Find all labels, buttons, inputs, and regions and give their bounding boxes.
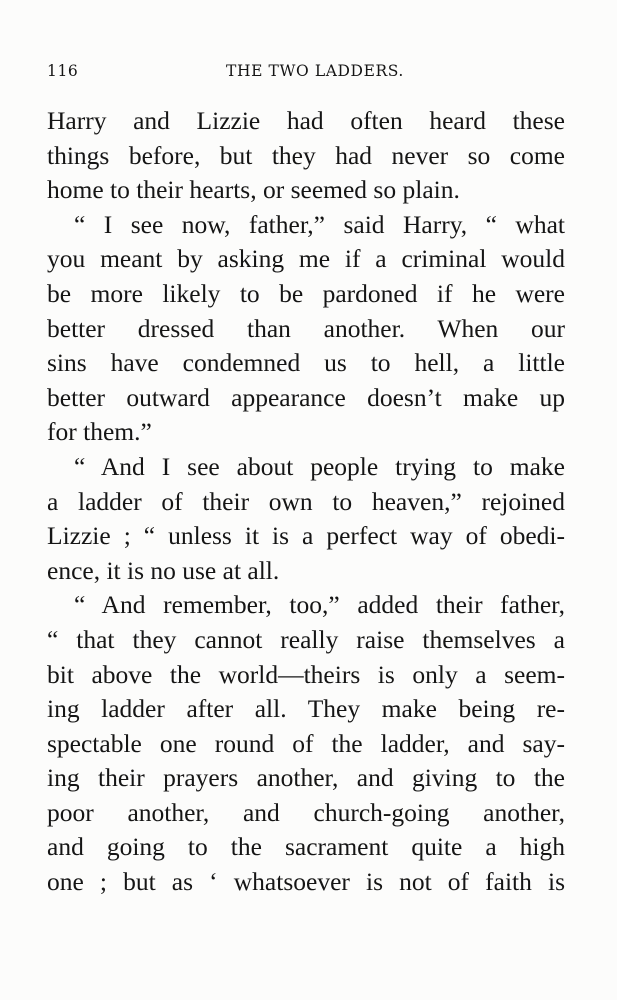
text-line: ing their prayers another, and giving to the	[47, 763, 565, 793]
running-head	[47, 62, 565, 86]
text-line: ing ladder after all. They make being re-	[47, 694, 565, 724]
text-line: better outward appearance doesn’t make up	[47, 382, 565, 412]
text-line: “ I see now, father,” said Harry, “ what	[74, 209, 565, 239]
text-line: bit above the world—theirs is only a seem-	[47, 659, 565, 689]
text-line: ence, it is no use at all.	[47, 555, 280, 585]
text-line: Harry and Lizzie had often heard these	[47, 106, 565, 135]
text-line: you meant by asking me if a criminal would	[47, 244, 565, 274]
text-line: for them.”	[47, 417, 152, 447]
text-line: one ; but as ‘ whatsoever is not of faith is	[47, 867, 565, 897]
text-line: things before, but they had never so come	[47, 140, 565, 170]
text-line: a ladder of their own to heaven,” rejoined	[47, 486, 565, 516]
text-line: spectable one round of the ladder, and say-	[47, 728, 565, 758]
text-line: better dressed than another. When our	[47, 313, 565, 343]
text-line: “ that they cannot really raise themselves a	[47, 624, 565, 654]
text-line: sins have condemned us to hell, a little	[47, 348, 565, 378]
body-text	[47, 104, 565, 900]
text-line: “ And remember, too,” added their father,	[74, 590, 565, 620]
text-line: Lizzie ; “ unless it is a perfect way of obedi-	[47, 521, 565, 551]
text-line: be more likely to be pardoned if he were	[47, 278, 565, 308]
running-title: THE TWO LADDERS.	[226, 62, 404, 80]
text-line: poor another, and church-going another,	[47, 797, 565, 827]
text-line: home to their hearts, or seemed so plain.	[47, 175, 460, 205]
text-line: “ And I see about people trying to make	[74, 451, 565, 481]
text-line: and going to the sacrament quite a high	[47, 832, 565, 862]
page-number: 116	[47, 62, 79, 80]
